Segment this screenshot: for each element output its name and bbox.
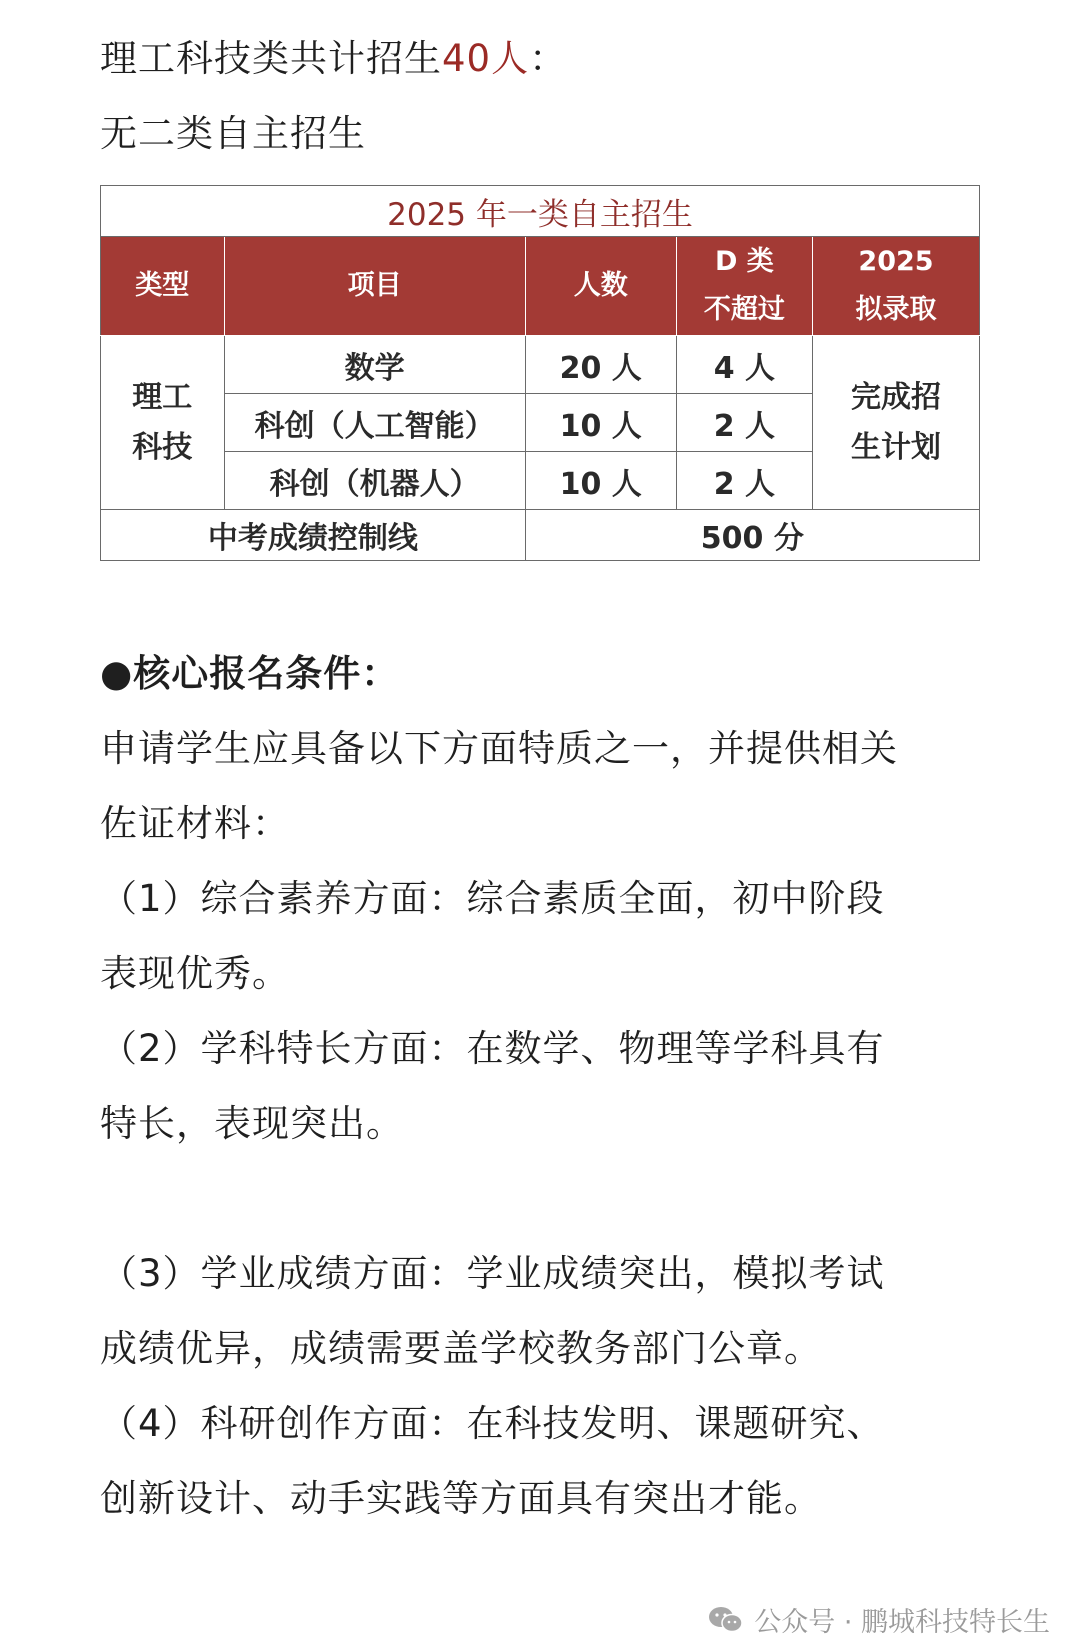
project-cell: 数学 [224, 336, 525, 394]
intro-colon: ： [529, 37, 568, 80]
header-d-line2: 不超过 [703, 294, 785, 325]
category-line2: 科技 [132, 429, 193, 465]
header-project: 项目 [224, 237, 525, 336]
conditions-heading: ●核心报名条件： [100, 652, 400, 695]
condition-line: 特长，表现突出。 [100, 1102, 404, 1145]
d-limit-cell: 2 人 [676, 394, 812, 452]
score-value: 500 分 [525, 510, 979, 561]
condition-line: （3）学业成绩方面：学业成绩突出，模拟考试 [100, 1252, 885, 1295]
table-title-row [101, 186, 980, 237]
condition-line: （2）学科特长方面：在数学、物理等学科具有 [100, 1027, 885, 1070]
intro-line-1 [100, 28, 567, 82]
score-label: 中考成绩控制线 [101, 510, 526, 561]
category-line1: 理工 [132, 379, 193, 415]
header-plan [813, 237, 980, 336]
score-row [101, 510, 980, 561]
admission-table [100, 185, 980, 561]
count-cell: 20 人 [525, 336, 676, 394]
d-limit-cell: 2 人 [676, 452, 812, 510]
intro-text: 理工科技类共计招生 [100, 37, 442, 80]
condition-line: 创新设计、动手实践等方面具有突出才能。 [100, 1477, 822, 1520]
project-cell: 科创（机器人） [224, 452, 525, 510]
intro-count: 40人 [442, 37, 530, 80]
watermark [708, 1600, 1050, 1639]
table-title: 2025 年一类自主招生 [101, 186, 980, 237]
header-plan-line2: 拟录取 [855, 294, 937, 325]
table-header-row [101, 237, 980, 336]
header-type: 类型 [101, 237, 225, 336]
count-cell: 10 人 [525, 394, 676, 452]
plan-line1: 完成招 [851, 379, 941, 415]
header-plan-line1: 2025 [858, 246, 934, 277]
header-d-line1: D 类 [714, 246, 774, 277]
watermark-text: 公众号 · 鹏城科技特长生 [754, 1607, 1050, 1638]
condition-line: 表现优秀。 [100, 952, 290, 995]
plan-line2: 生计划 [851, 429, 941, 465]
count-cell: 10 人 [525, 452, 676, 510]
condition-line: 申请学生应具备以下方面特质之一，并提供相关 [100, 727, 898, 770]
condition-line: 佐证材料： [100, 802, 290, 845]
plan-cell [813, 336, 980, 510]
project-cell: 科创（人工智能） [224, 394, 525, 452]
condition-line: （4）科研创作方面：在科技发明、课题研究、 [100, 1402, 885, 1445]
header-count: 人数 [525, 237, 676, 336]
intro-line-2: 无二类自主招生 [100, 112, 366, 155]
header-d-limit [676, 237, 812, 336]
wechat-icon [708, 1606, 744, 1634]
category-cell [101, 336, 225, 510]
d-limit-cell: 4 人 [676, 336, 812, 394]
table-row [101, 336, 980, 394]
condition-line: （1）综合素养方面：综合素质全面，初中阶段 [100, 877, 885, 920]
condition-line: 成绩优异，成绩需要盖学校教务部门公章。 [100, 1327, 822, 1370]
